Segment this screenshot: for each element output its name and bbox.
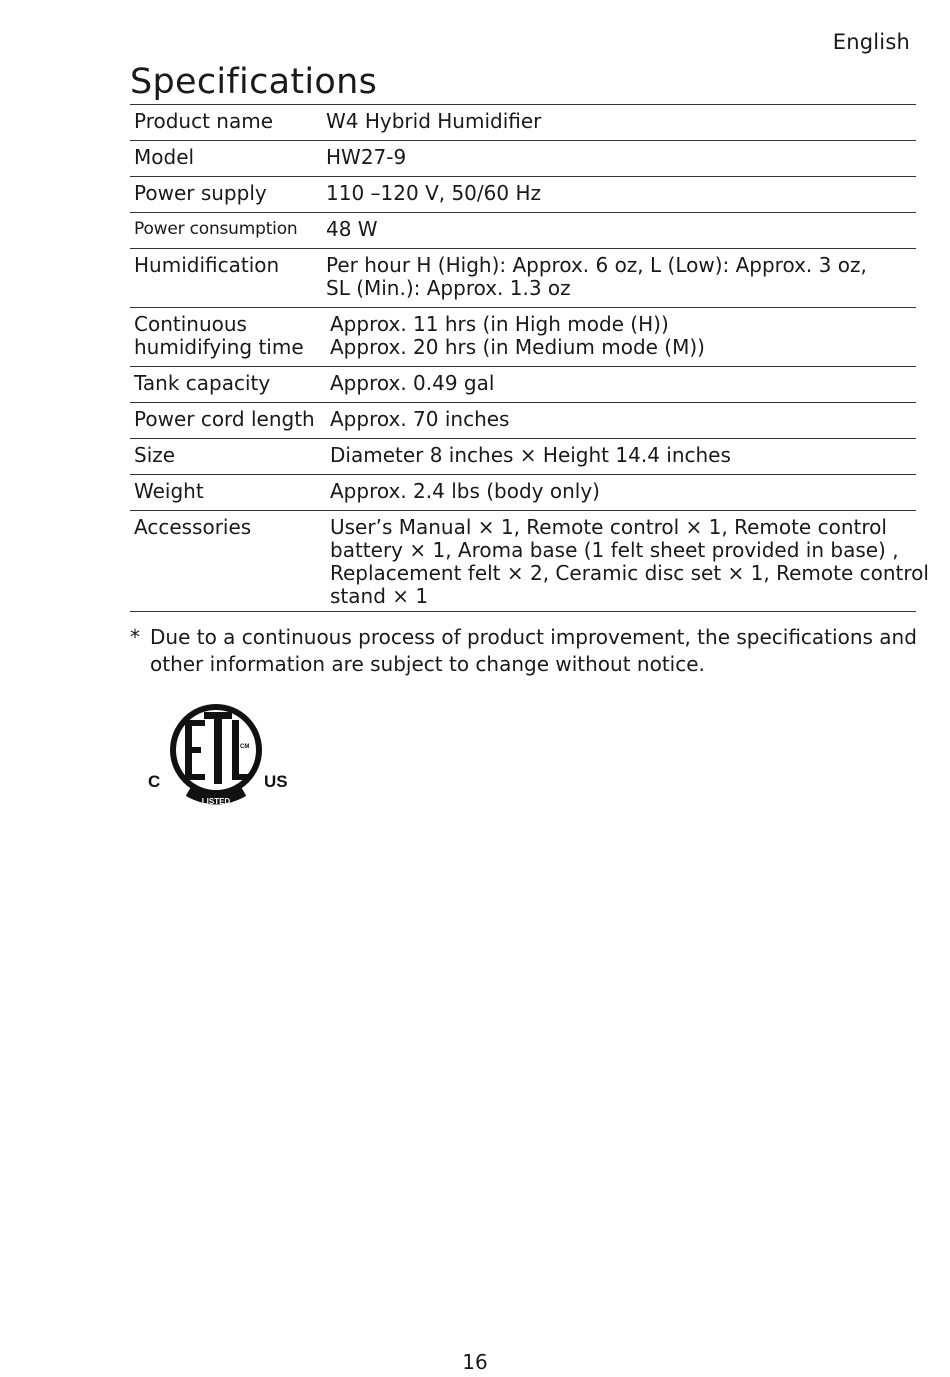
footnote (130, 624, 920, 678)
spec-row-continuous-humidifying-time (130, 308, 916, 367)
etl-c-mark: C (148, 772, 161, 791)
spec-value-line: 48 W (326, 217, 378, 241)
spec-row-weight (130, 475, 916, 511)
spec-value-line: HW27-9 (326, 145, 407, 169)
spec-row-model (130, 141, 916, 177)
spec-value (326, 372, 916, 402)
spec-value-line: Per hour H (High): Approx. 6 oz, L (Low): Approx. 3 oz, (326, 253, 867, 277)
spec-value (326, 516, 929, 611)
spec-value (326, 110, 916, 140)
spec-value (326, 408, 916, 438)
spec-row-product-name (130, 105, 916, 141)
spec-value (326, 313, 916, 366)
page-title: Specifications (130, 62, 378, 102)
footnote-asterisk: * (130, 625, 140, 649)
spec-value-line: battery × 1, Aroma base (1 felt sheet provided in base) , (330, 538, 899, 562)
etl-cm-mark: CM (240, 744, 250, 750)
spec-label: Accessories (134, 515, 252, 539)
spec-value-line: User’s Manual × 1, Remote control × 1, Remote control (330, 515, 887, 539)
spec-label: Humidification (134, 253, 280, 277)
spec-value (326, 182, 916, 212)
spec-value (326, 480, 916, 510)
spec-label: Power supply (134, 181, 267, 205)
etl-listed-text: LISTED (201, 797, 231, 806)
specifications-table (130, 104, 929, 612)
spec-row-power-cord-length (130, 403, 916, 439)
spec-value (326, 254, 916, 307)
spec-label: Power cord length (134, 407, 315, 431)
spec-value-line: Approx. 20 hrs (in Medium mode (M)) (330, 335, 705, 359)
spec-label-line: Continuous (134, 312, 247, 336)
spec-label: Size (134, 443, 176, 467)
spec-value-line: Approx. 70 inches (330, 407, 510, 431)
spec-label: Model (134, 145, 195, 169)
spec-label: Weight (134, 479, 204, 503)
spec-row-accessories (130, 511, 929, 612)
etl-us-mark: US (264, 772, 288, 791)
spec-row-size (130, 439, 916, 475)
spec-label: Tank capacity (134, 371, 271, 395)
etl-logo-graphic (148, 700, 293, 810)
spec-value-line: Approx. 11 hrs (in High mode (H)) (330, 312, 669, 336)
footnote-line: other information are subject to change without notice. (150, 652, 705, 676)
spec-value (326, 218, 916, 248)
spec-row-power-consumption (130, 213, 916, 249)
spec-value-line: stand × 1 (330, 584, 429, 608)
spec-value-line: W4 Hybrid Humidifier (326, 109, 542, 133)
page-number: 16 (462, 1350, 488, 1374)
spec-row-power-supply (130, 177, 916, 213)
spec-label (130, 313, 326, 366)
spec-row-tank-capacity (130, 367, 916, 403)
spec-value (326, 444, 916, 474)
spec-value-line: Diameter 8 inches × Height 14.4 inches (330, 443, 731, 467)
spec-value-line: Replacement felt × 2, Ceramic disc set × 1, Remote control (330, 561, 929, 585)
spec-label: Product name (134, 109, 274, 133)
spec-label: Power consumption (134, 219, 298, 239)
etl-listed-logo (148, 700, 293, 810)
spec-value-line: SL (Min.): Approx. 1.3 oz (326, 276, 571, 300)
footnote-line: Due to a continuous process of product improvement, the specifications and (150, 625, 917, 649)
spec-value (326, 146, 916, 176)
spec-row-humidification (130, 249, 916, 308)
spec-value-line: Approx. 2.4 lbs (body only) (330, 479, 600, 503)
spec-label-line: humidifying time (134, 335, 304, 359)
footnote-text (150, 624, 917, 678)
spec-value-line: 110 –120 V, 50/60 Hz (326, 181, 541, 205)
spec-value-line: Approx. 0.49 gal (330, 371, 495, 395)
language-label: English (832, 30, 910, 54)
